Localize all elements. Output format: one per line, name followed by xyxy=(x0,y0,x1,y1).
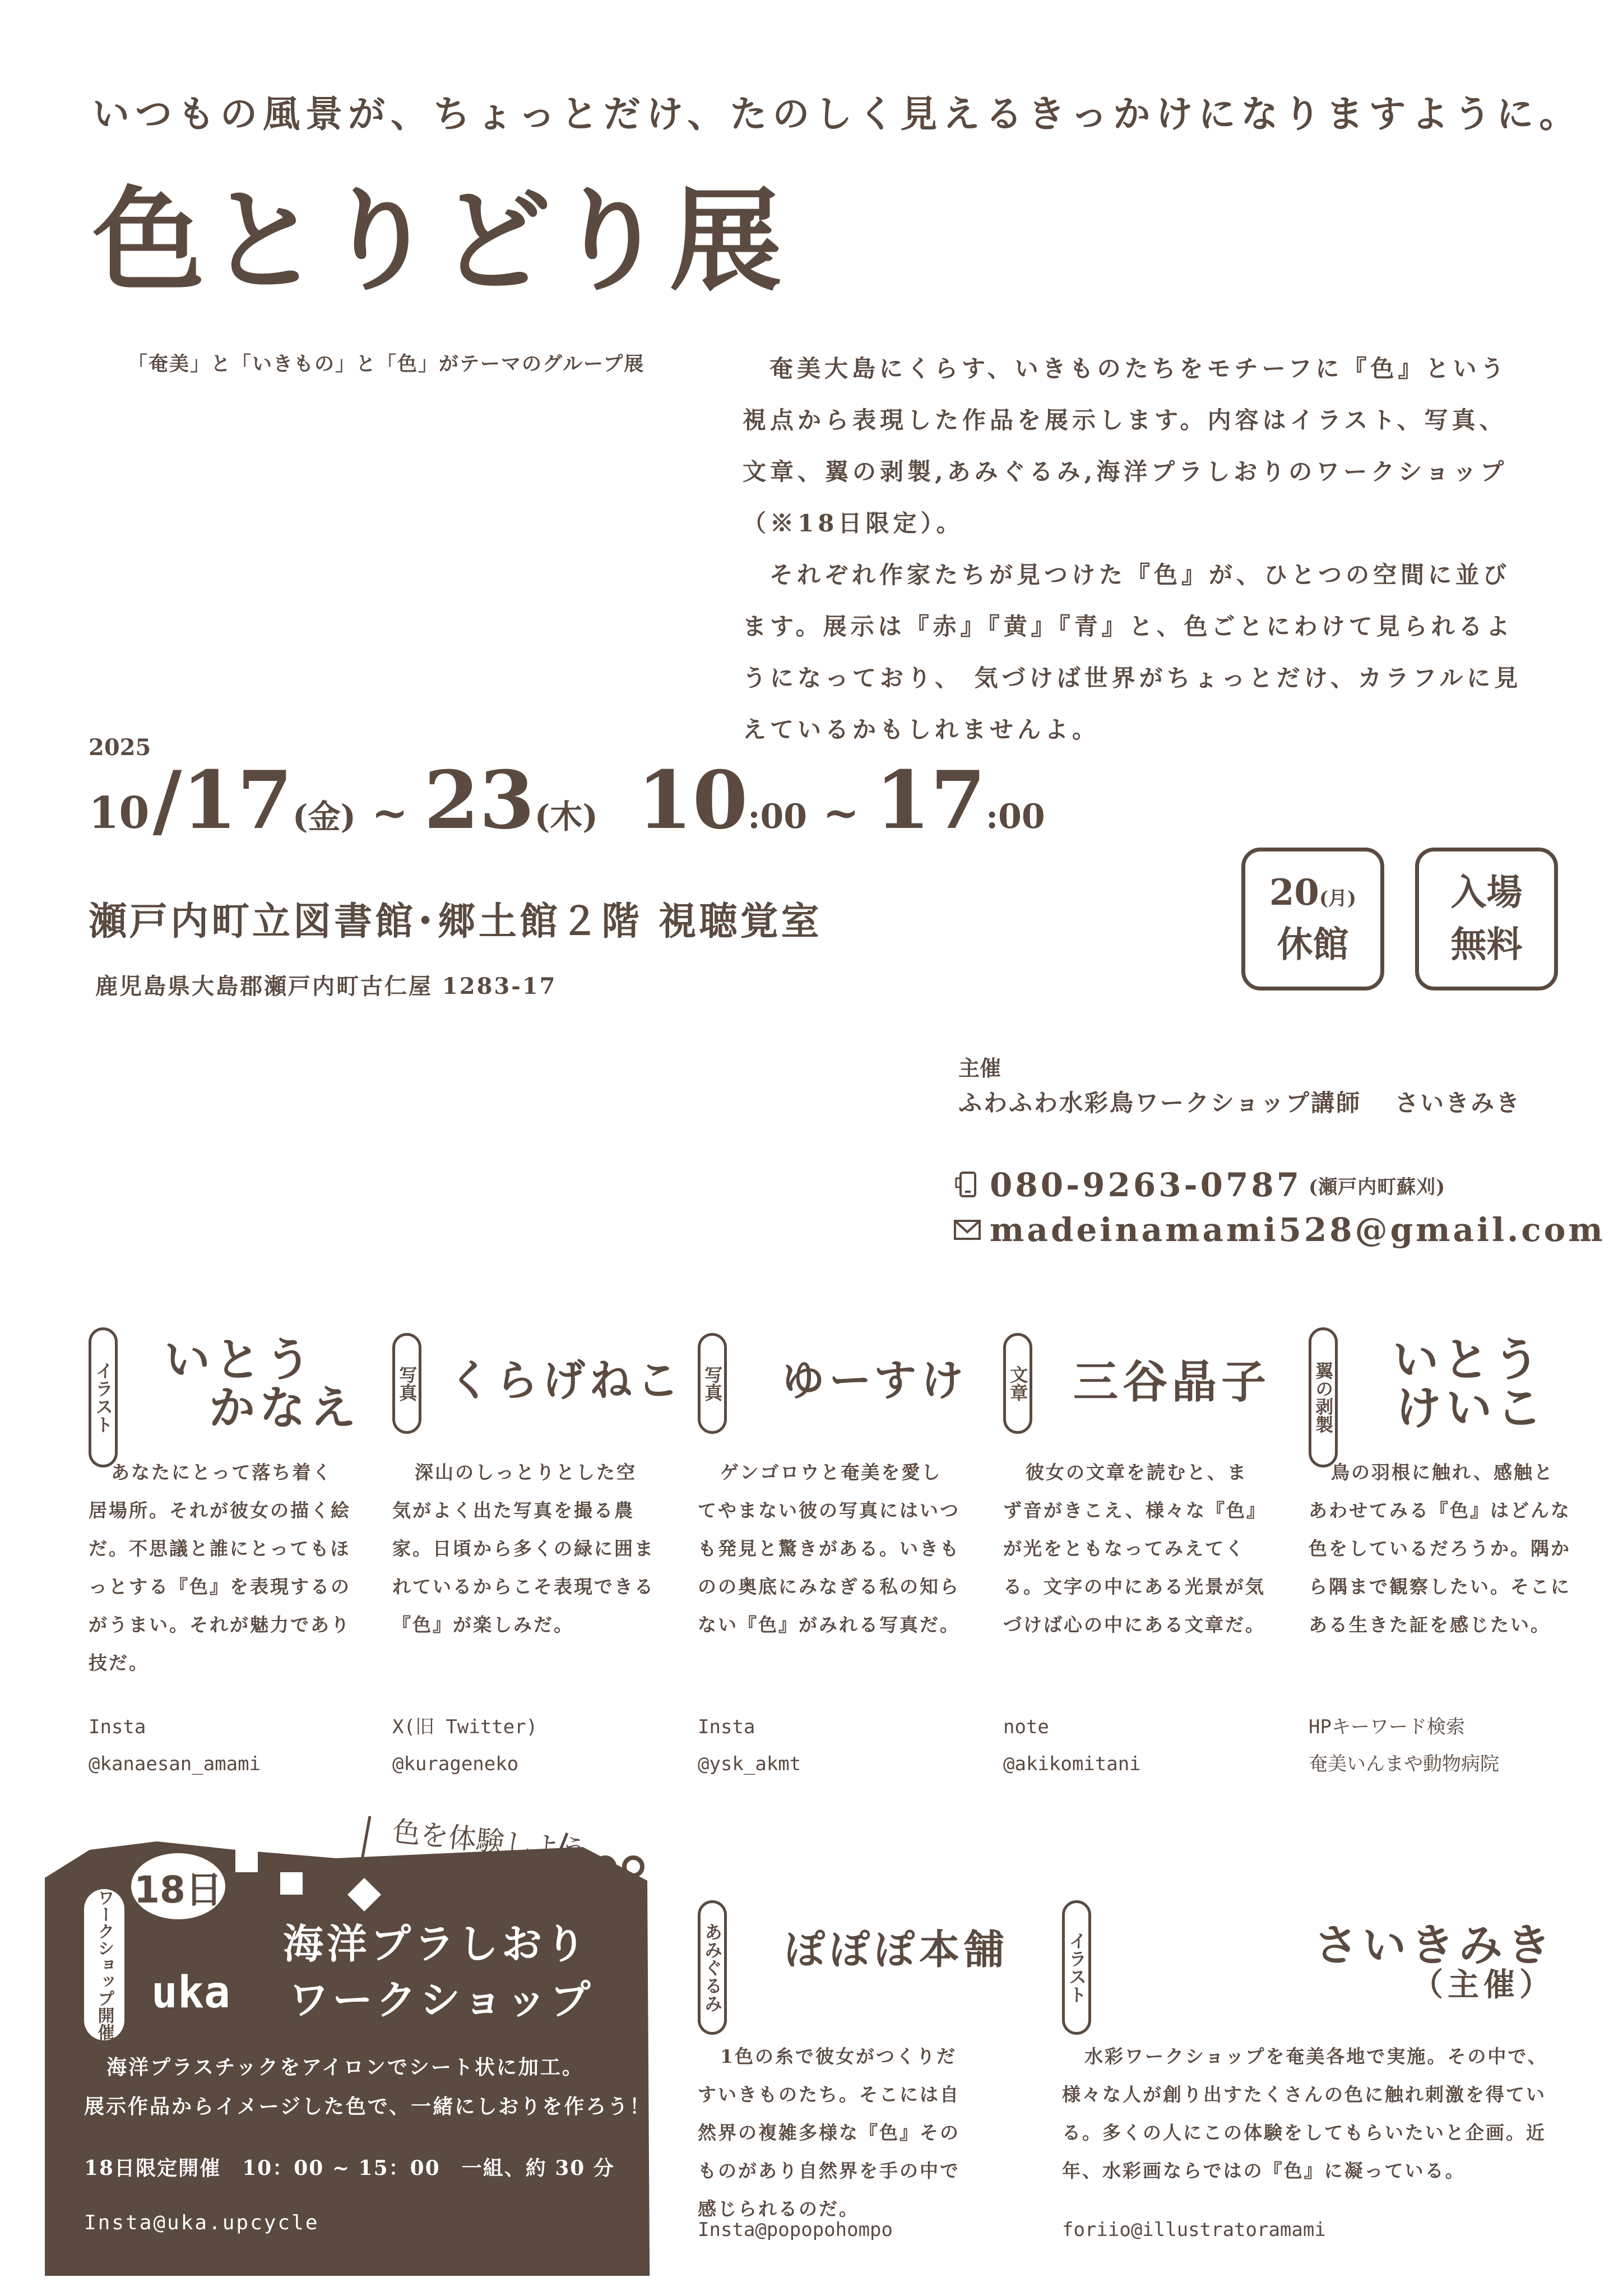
artist-description xyxy=(89,1453,352,1682)
sns-handle: @ysk_akmt xyxy=(698,1753,801,1775)
close-hour: 17 xyxy=(875,754,986,847)
sns-label: Insta xyxy=(698,1716,755,1738)
start-dow: (金) xyxy=(293,798,356,836)
end-day: 23 xyxy=(424,754,535,847)
category-label: あみぐるみ xyxy=(702,1923,724,2012)
start-month: 10 xyxy=(89,788,150,839)
artist-name: ぽぽぽ本舗 xyxy=(785,1925,1009,1973)
category-tag xyxy=(1309,1327,1338,1468)
artist-name-line1: いとう xyxy=(1393,1333,1545,1387)
artist-description-text: 鳥の羽根に触れ、感触とあわせてみる『色』はどんな色をしているだろうか。隅から隅まで観察したい。そこにある生きた証を感じたい。 xyxy=(1309,1461,1571,1636)
subtitle: 「奄美」と「いきもの」と「色」がテーマのグループ展 xyxy=(128,353,645,376)
artist-description-text: 水彩ワークショップを奄美各地で実施。その中で、様々な人が創り出すたくさんの色に触れ刺激を得ている。多くの人にこの体験をしてもらいたいと企画。近年、水彩画ならではの『色』に凝っている。 xyxy=(1062,2045,1548,2182)
artist-name: くらげねこ xyxy=(448,1355,684,1405)
end-dow: (木) xyxy=(534,798,598,836)
category-label: 写真 xyxy=(396,1365,418,1401)
closed-date: 20 xyxy=(1269,871,1319,914)
artist-description xyxy=(698,1453,961,1644)
artist-name-line2: けいこ xyxy=(1395,1381,1547,1436)
closed-day-badge xyxy=(1241,848,1384,990)
artist-description-text: ゲンゴロウと奄美を愛してやまない彼の写真にはいつも発見と驚きがある。いきものの奥底にみなぎる私の知らない『色』がみれる写真だ。 xyxy=(698,1461,960,1636)
intro-paragraph-1: 奄美大島にくらす、いきものたちをモチーフに『色』という視点から表現した作品を展示します。内容はイラスト、写真、文章、翼の剥製,あみぐるみ,海洋プラしおりのワークショップ（※18日限定）。 xyxy=(743,355,1508,537)
artist-sns xyxy=(392,1709,537,1783)
artist-description-text: あなたにとって落ち着く居場所。それが彼女の描く絵だ。不思議と誰にとってもほっとする『色』を表現するのがうまい。それが魅力であり技だ。 xyxy=(89,1461,351,1674)
category-tag xyxy=(698,1333,727,1434)
phone xyxy=(953,1166,1445,1204)
sns-label: X(旧 Twitter) xyxy=(392,1716,538,1738)
sns-handle: @kurageneko xyxy=(392,1753,519,1775)
workshop-brand: uka xyxy=(151,1968,230,2018)
artist-description xyxy=(1062,2038,1555,2190)
artist-sns xyxy=(89,1709,261,1783)
phone-number: 080-9263-0787 xyxy=(990,1166,1302,1204)
sns-handle: @kanaesan_amami xyxy=(89,1753,261,1775)
organizer-name: さいきみき xyxy=(1395,1089,1522,1117)
page-title: 色とりどり展 xyxy=(92,175,786,307)
artist-name-line2: かなえ xyxy=(209,1381,361,1436)
workshop-vertical-label: ワークショップ開催 xyxy=(94,1889,114,2040)
mail-icon xyxy=(953,1215,982,1244)
artist-sns: foriio@illustratoramami xyxy=(1062,2219,1326,2241)
artist-name-line1: いとう xyxy=(164,1333,316,1387)
artist-name-sub: （主催） xyxy=(1412,1966,1555,2003)
organizer-label: 主催 xyxy=(958,1056,1001,1081)
artist-name-main: さいきみき xyxy=(1314,1920,1555,1971)
event-year: 2025 xyxy=(89,734,151,761)
workshop-title-line2: ワークショップ xyxy=(289,1976,594,2024)
workshop-vertical-tag xyxy=(84,1889,124,2040)
organizer xyxy=(958,1085,1521,1118)
category-label: イラスト xyxy=(92,1362,114,1433)
admission-line1: 入場 xyxy=(1450,871,1523,914)
phone-icon xyxy=(953,1170,982,1200)
workshop-desc-line1: 海洋プラスチックをアイロンでシート状に加工。 xyxy=(106,2056,584,2079)
artist-sns: Insta@popopohompo xyxy=(698,2219,893,2241)
category-tag xyxy=(1003,1333,1032,1434)
artist-description xyxy=(1309,1453,1572,1644)
event-date-time xyxy=(89,754,1045,847)
workshop-callout: 色を体験しよう xyxy=(391,1814,590,1868)
scissors-icon xyxy=(588,1850,650,1911)
workshop-schedule: 18日限定開催 10：00 ~ 15：00 一組、約 30 分 xyxy=(84,2156,615,2180)
category-label: 写真 xyxy=(702,1365,724,1401)
artist-description xyxy=(392,1453,656,1644)
organizer-role: ふわふわ水彩鳥ワークショップ講師 xyxy=(958,1089,1362,1117)
date-tilde: ~ xyxy=(371,788,409,839)
day-badge: 18日 xyxy=(128,1850,229,1923)
closed-dow: (月) xyxy=(1319,887,1357,910)
workshop-sns: Insta@uka.upcycle xyxy=(84,2211,319,2234)
time-tilde: ~ xyxy=(823,788,860,839)
venue: 瀬戸内町立図書館･郷土館２階 視聴覚室 xyxy=(89,899,822,944)
artist-name xyxy=(164,1333,361,1436)
intro-paragraph-2: それぞれ作家たちが見つけた『色』が、ひとつの空間に並びます。展示は『赤』『黄』『青』と、色ごとにわけて見られるようになっており、 気づけば世界がちょっとだけ、カラフルに見えているかもしれませんよ。 xyxy=(743,561,1522,743)
closed-label: 休館 xyxy=(1277,923,1349,966)
artist-name xyxy=(1393,1333,1547,1436)
sns-label: note xyxy=(1003,1716,1049,1738)
category-tag xyxy=(1062,1900,1091,2035)
email xyxy=(953,1211,1606,1249)
sns-handle: @akikomitani xyxy=(1003,1753,1141,1775)
sns-handle: 奄美いんまや動物病院 xyxy=(1309,1753,1499,1775)
category-label: イラスト xyxy=(1066,1932,1088,2003)
admission-line2: 無料 xyxy=(1450,923,1523,966)
artist-sns xyxy=(698,1709,801,1783)
category-tag xyxy=(392,1333,421,1434)
category-label: 翼の剥製 xyxy=(1313,1362,1334,1433)
sns-label: HPキーワード検索 xyxy=(1309,1716,1465,1738)
artist-description-text: 深山のしっとりとした空気がよく出た写真を撮る農家。日頃から多くの緑に囲まれているからこそ表現できる『色』が楽しみだ。 xyxy=(392,1461,655,1636)
artist-name: 三谷晶子 xyxy=(1073,1355,1270,1408)
workshop-title-line1: 海洋プラしおり xyxy=(283,1920,590,1968)
free-admission-badge xyxy=(1415,848,1558,990)
date-slash: / xyxy=(152,754,182,847)
phone-note: (瀬戸内町蘇刈) xyxy=(1309,1175,1446,1198)
email-address: madeinamami528@gmail.com xyxy=(990,1211,1606,1249)
category-tag xyxy=(698,1900,727,2035)
sns-label: Insta xyxy=(89,1716,146,1738)
tagline: いつもの風景が、ちょっとだけ、たのしく見えるきっかけになりますように。 xyxy=(92,92,1582,136)
category-label: 文章 xyxy=(1007,1365,1029,1401)
artist-description xyxy=(698,2038,961,2228)
category-tag xyxy=(89,1327,118,1468)
artist-description-text: 彼女の文章を読むと、まず音がきこえ、様々な『色』が光をともなってみえてくる。文字の中にある光景が気づけば心の中にある文章だ。 xyxy=(1003,1461,1267,1636)
artist-name xyxy=(1314,1920,1555,2003)
address: 鹿児島県大島郡瀬戸内町古仁屋 1283-17 xyxy=(95,973,557,999)
artist-name: ゆーすけ xyxy=(782,1355,968,1405)
intro-text xyxy=(743,343,1524,756)
artist-description xyxy=(1003,1453,1267,1644)
artist-sns xyxy=(1003,1709,1141,1783)
artist-description-text: 1色の糸で彼女がつくりだすいきものたち。そこには自然界の複雑多様な『色』そのものがあり自然界を手の中で感じられるのだ。 xyxy=(698,2045,960,2220)
callout-lines xyxy=(359,1805,583,1883)
open-min: :00 xyxy=(748,797,808,836)
workshop-desc-line2: 展示作品からイメージした色で、一緒にしおりを作ろう！ xyxy=(84,2095,652,2118)
artist-sns xyxy=(1309,1709,1499,1783)
start-day: 17 xyxy=(182,754,293,847)
close-min: :00 xyxy=(986,797,1045,836)
open-hour: 10 xyxy=(637,754,748,847)
